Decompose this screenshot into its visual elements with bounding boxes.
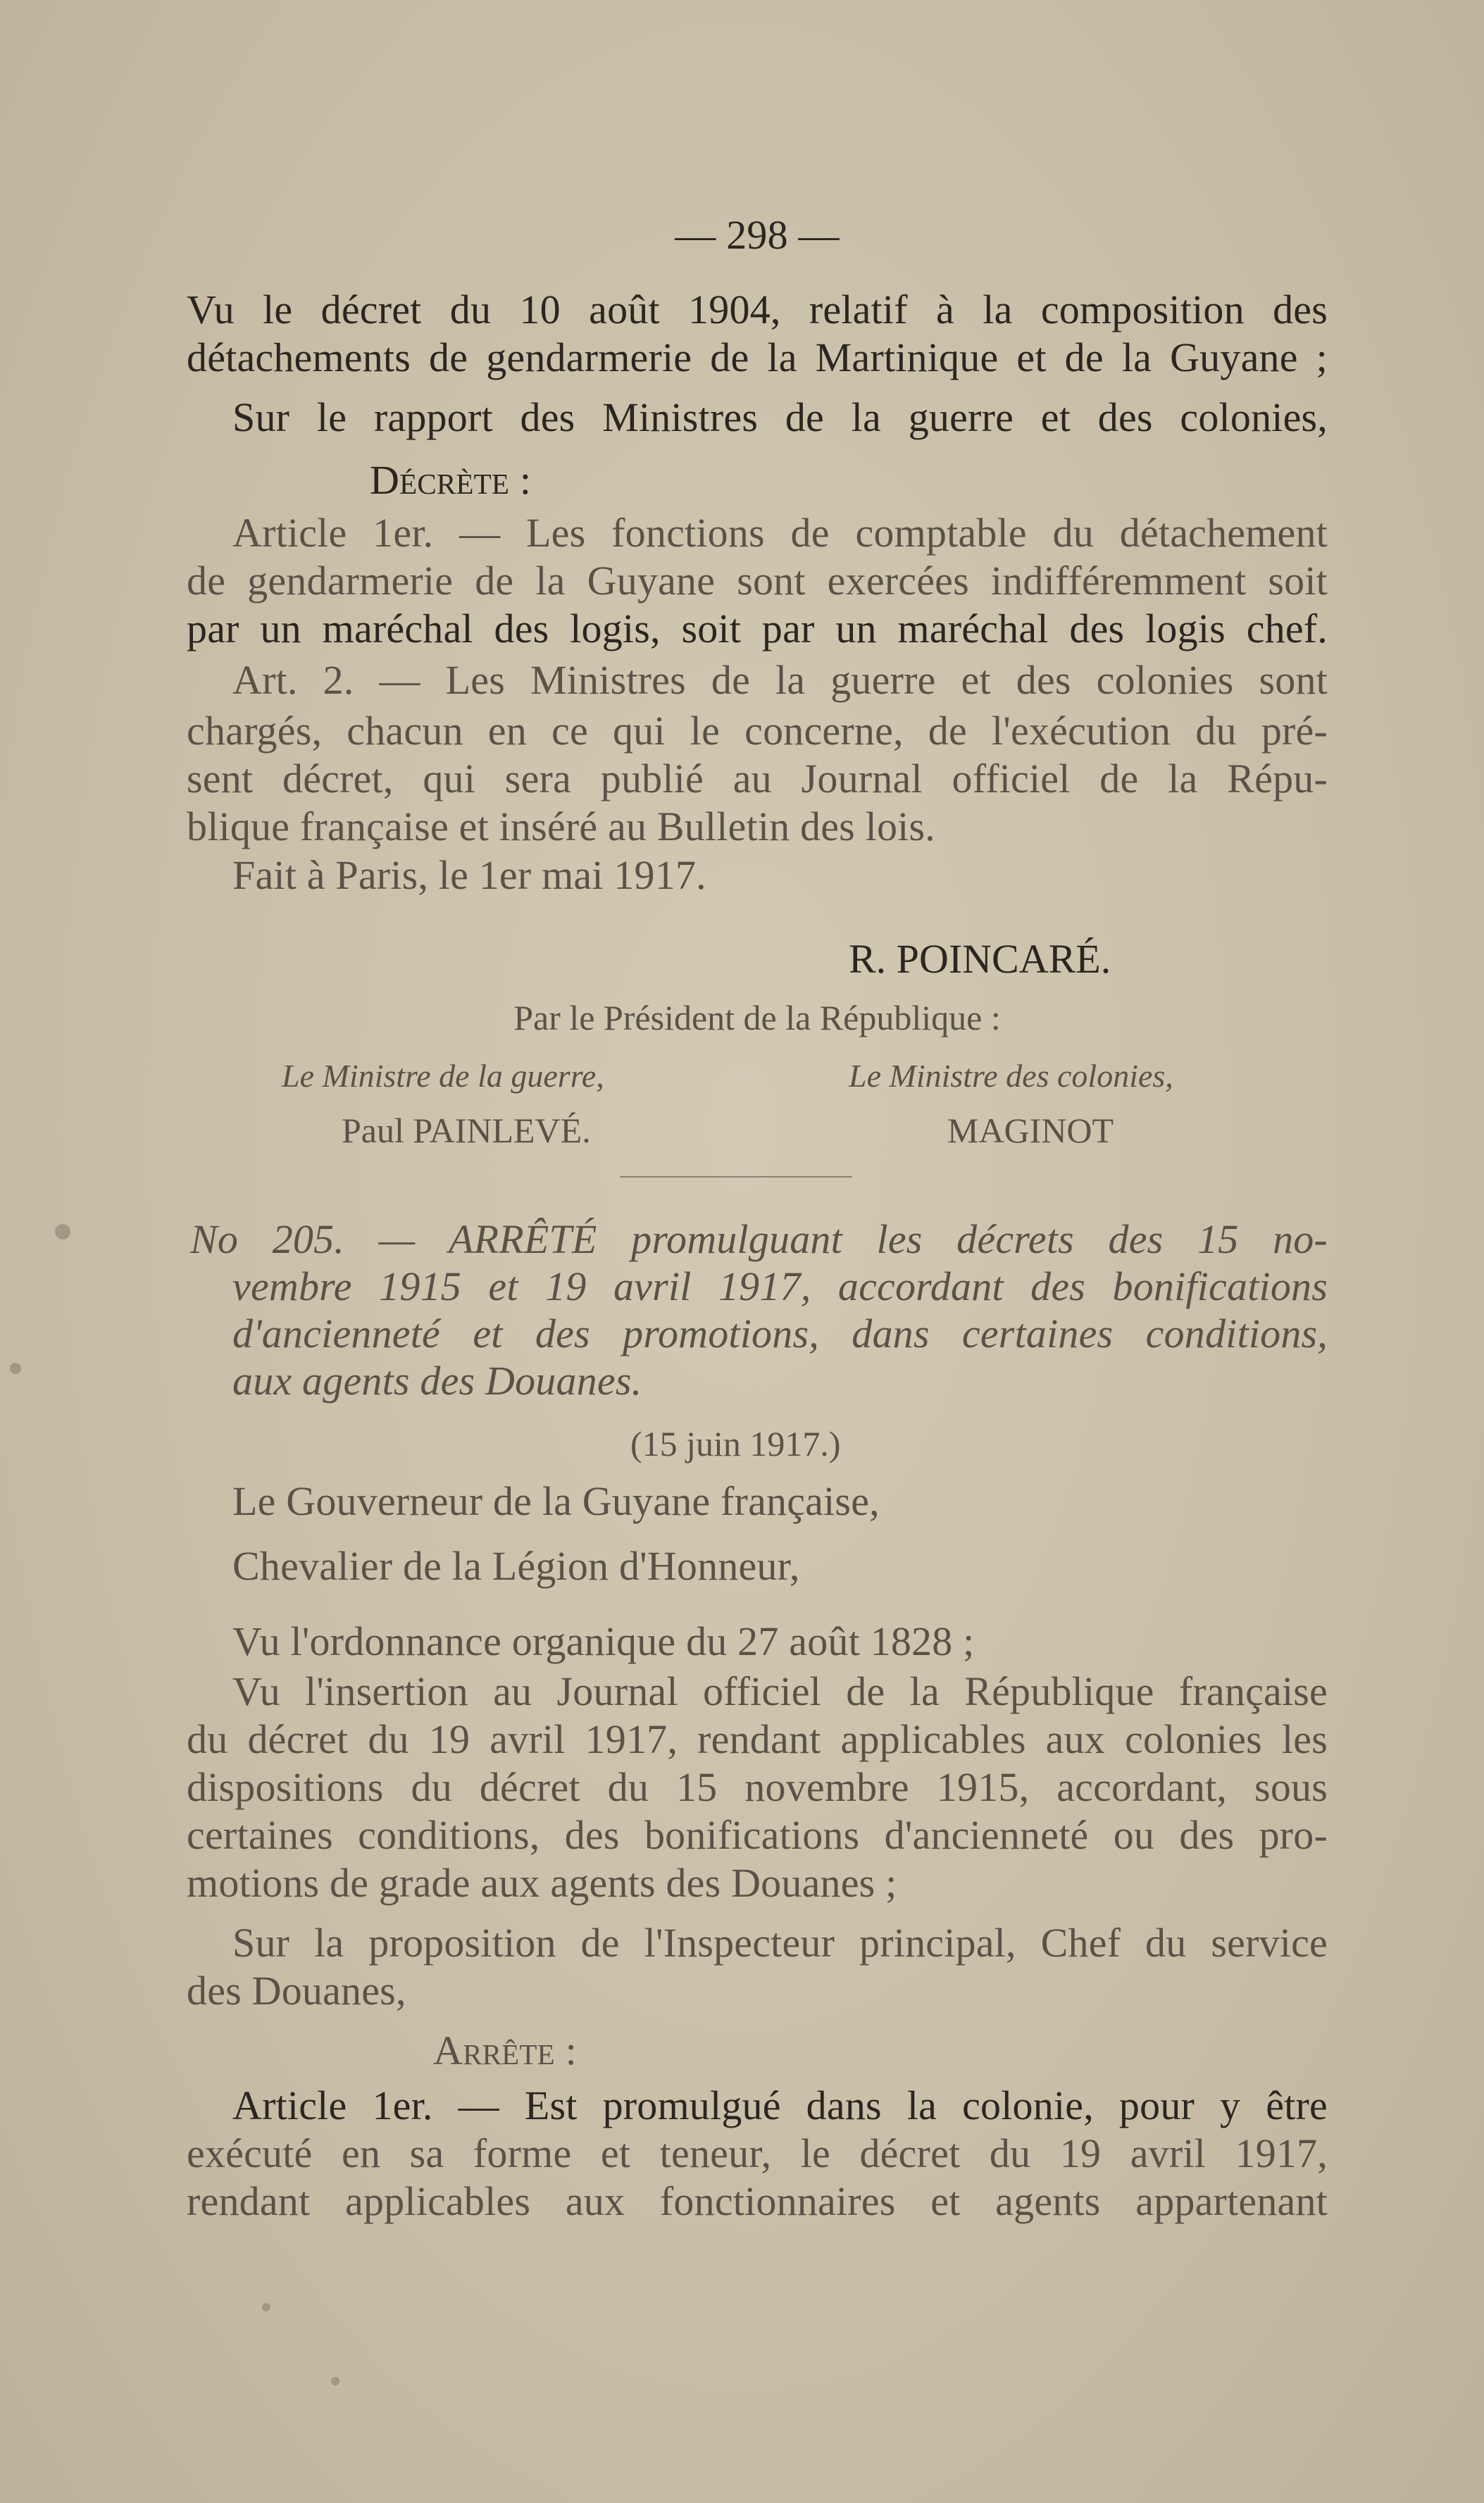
text-line: certaines conditions, des bonifications d'ancienneté ou des pro- (187, 1812, 1328, 1858)
text-line: Art. 2. — Les Ministres de la guerre et des colonies sont (232, 657, 1328, 703)
paper-speck (10, 1363, 21, 1374)
text-line: rendant applicables aux fonctionnaires et agents appartenant (187, 2178, 1328, 2224)
arrete-date: (15 juin 1917.) (630, 1424, 841, 1463)
arrete-heading-line: vembre 1915 et 19 avril 1917, accordant des bonifications (232, 1263, 1328, 1309)
minister-colonies-name: MAGINOT (947, 1111, 1114, 1150)
gouverneur-line: Le Gouverneur de la Guyane française, (232, 1478, 880, 1524)
text-line: dispositions du décret du 15 novembre 1915, accordant, sous (187, 1764, 1328, 1810)
paper-speck (55, 1224, 70, 1240)
text-line: Sur la proposition de l'Inspecteur principal, Chef du service (232, 1920, 1328, 1966)
text-line: Article 1er. — Est promulgué dans la colonie, pour y être (232, 2083, 1328, 2128)
text-line: Vu l'insertion au Journal officiel de la République française (232, 1668, 1328, 1714)
chevalier-line: Chevalier de la Légion d'Honneur, (232, 1543, 800, 1589)
text-line: sent décret, qui sera publié au Journal officiel de la Répu- (187, 756, 1328, 801)
minister-war-name: Paul PAINLEVÉ. (342, 1111, 591, 1150)
text-line: Vu l'ordonnance organique du 27 août 1828 ; (232, 1618, 975, 1664)
arrete-heading-line: d'ancienneté et des promotions, dans certaines conditions, (232, 1311, 1328, 1356)
arrete-word: Arrête : (433, 2028, 577, 2073)
text-line: motions de grade aux agents des Douanes ; (187, 1860, 897, 1906)
paper-speck (331, 2377, 339, 2385)
date-line: Fait à Paris, le 1er mai 1917. (232, 852, 706, 898)
arrete-heading-line: aux agents des Douanes. (232, 1358, 642, 1404)
text-line: des Douanes, (187, 1968, 406, 2014)
minister-war-title: Le Ministre de la guerre, (282, 1058, 604, 1094)
text-line: détachements de gendarmerie de la Martinique et de la Guyane ; (187, 335, 1328, 380)
page-number: — 298 — (675, 212, 840, 258)
text-line: blique française et inséré au Bulletin des lois. (187, 804, 935, 849)
president-signature: R. POINCARÉ. (849, 936, 1111, 982)
decree-heading: Décrète : (370, 457, 532, 503)
minister-colonies-title: Le Ministre des colonies, (849, 1058, 1173, 1094)
paper-speck (262, 2303, 270, 2311)
text-line: exécuté en sa forme et teneur, le décret du 19 avril 1917, (187, 2130, 1328, 2176)
text-line: de gendarmerie de la Guyane sont exercées indifféremment soit (187, 558, 1328, 604)
text-line: Vu le décret du 10 août 1904, relatif à la composition des (187, 287, 1328, 332)
text-line: du décret du 19 avril 1917, rendant applicables aux colonies les (187, 1716, 1328, 1762)
arrete-heading-line: No 205. — ARRÊTÉ promulguant les décrets des 15 no- (190, 1216, 1328, 1262)
text-line: chargés, chacun en ce qui le concerne, de l'exécution du pré- (187, 708, 1328, 754)
text-line: par un maréchal des logis, soit par un maréchal des logis chef. (187, 606, 1328, 651)
par-le-president: Par le Président de la République : (513, 998, 1001, 1037)
separator-rule (620, 1176, 852, 1178)
text-line: Article 1er. — Les fonctions de comptable du détachement (232, 510, 1328, 556)
text-line: Sur le rapport des Ministres de la guerre et des colonies, (232, 394, 1328, 440)
